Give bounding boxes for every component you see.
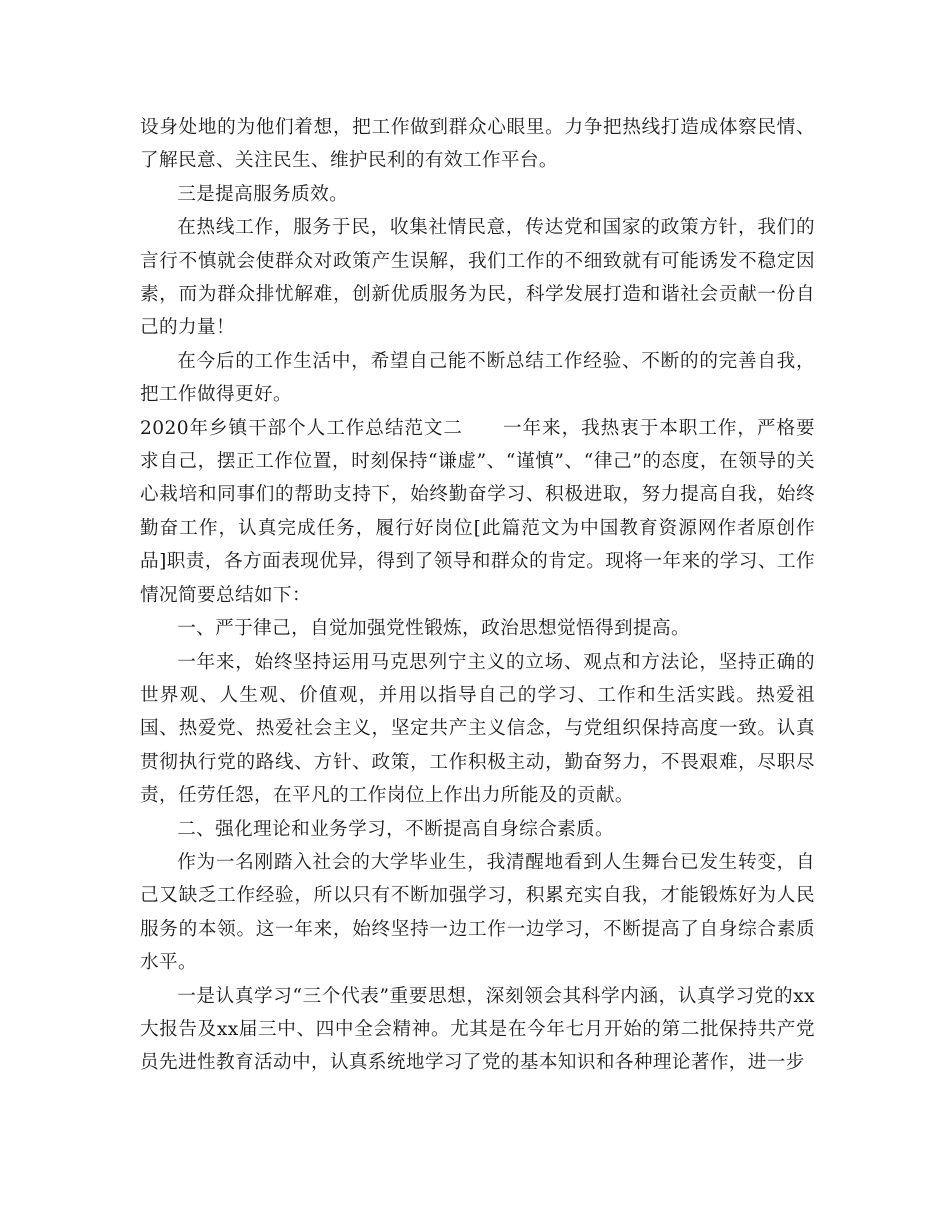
paragraph: 在热线工作，服务于民，收集社情民意，传达党和国家的政策方针，我们的言行不慎就会使群众对政策产生误解，我们工作的不细致就有可能诱发不稳定因素，而为群众排忧解难，创新优质服务为民，科学发展打造和谐社会贡献一份自己的力量！ xyxy=(140,217,815,339)
document-body xyxy=(140,111,815,1080)
paragraph: 作为一名刚踏入社会的大学毕业生，我清醒地看到人生舞台已发生转变，自己又缺乏工作经验，所以只有不断加强学习，积累充实自我，才能锻炼好为人民服务的本领。这一年来，始终坚持一边工作一边学习，不断提高了自身综合素质水平。 xyxy=(140,851,815,974)
paragraph: 设身处地的为他们着想，把工作做到群众心眼里。力争把热线打造成体察民情、了解民意、关注民生、维护民利的有效工作平台。 xyxy=(140,117,815,172)
paragraph: 三是提高服务质效。 xyxy=(177,183,349,205)
paragraph: 在今后的工作生活中，希望自己能不断总结工作经验、不断的的完善自我，把工作做得更好。 xyxy=(140,350,815,406)
paragraph: 二、强化理论和业务学习，不断提高自身综合素质。 xyxy=(177,818,615,840)
paragraph: 一是认真学习“三个代表”重要思想，深刻领会其科学内涵，认真学习党的xx大报告及xx届三中、四中全会精神。尤其是在今年七月开始的第二批保持共产党员先进性教育活动中，认真系统地学习了党的基本知识和各种理论著作，进一步 xyxy=(140,985,815,1074)
paragraph: 一、严于律己，自觉加强党性锻炼，政治思想觉悟得到提高。 xyxy=(177,618,691,640)
section-intro: 一年来，我热衷于本职工作，严格要求自己，摆正工作位置，时刻保持“谦虚”、“谨慎”、“律己”的态度，在领导的关心栽培和同事们的帮助支持下，始终勤奋学习、积极进取，努力提高自我，始终勤奋工作，认真完成任务，履行好岗位[此篇范文为中国教育资源网作者原创作品]职责，各方面表现优异，得到了领导和群众的肯定。现将一年来的学习、工作情况简要总结如下： xyxy=(140,417,815,606)
section-paragraph xyxy=(140,412,815,612)
paragraph: 一年来，始终坚持运用马克思列宁主义的立场、观点和方法论，坚持正确的世界观、人生观、价值观，并用以指导自己的学习、工作和生活实践。热爱祖国、热爱党、热爱社会主义，坚定共产主义信念，与党组织保持高度一致。认真贯彻执行党的路线、方针、政策，工作积极主动，勤奋努力，不畏艰难，尽职尽责，任劳任怨，在平凡的工作岗位上作出力所能及的贡献。 xyxy=(140,651,815,807)
section-title: 2020年乡镇干部个人工作总结范文二 xyxy=(140,417,463,439)
